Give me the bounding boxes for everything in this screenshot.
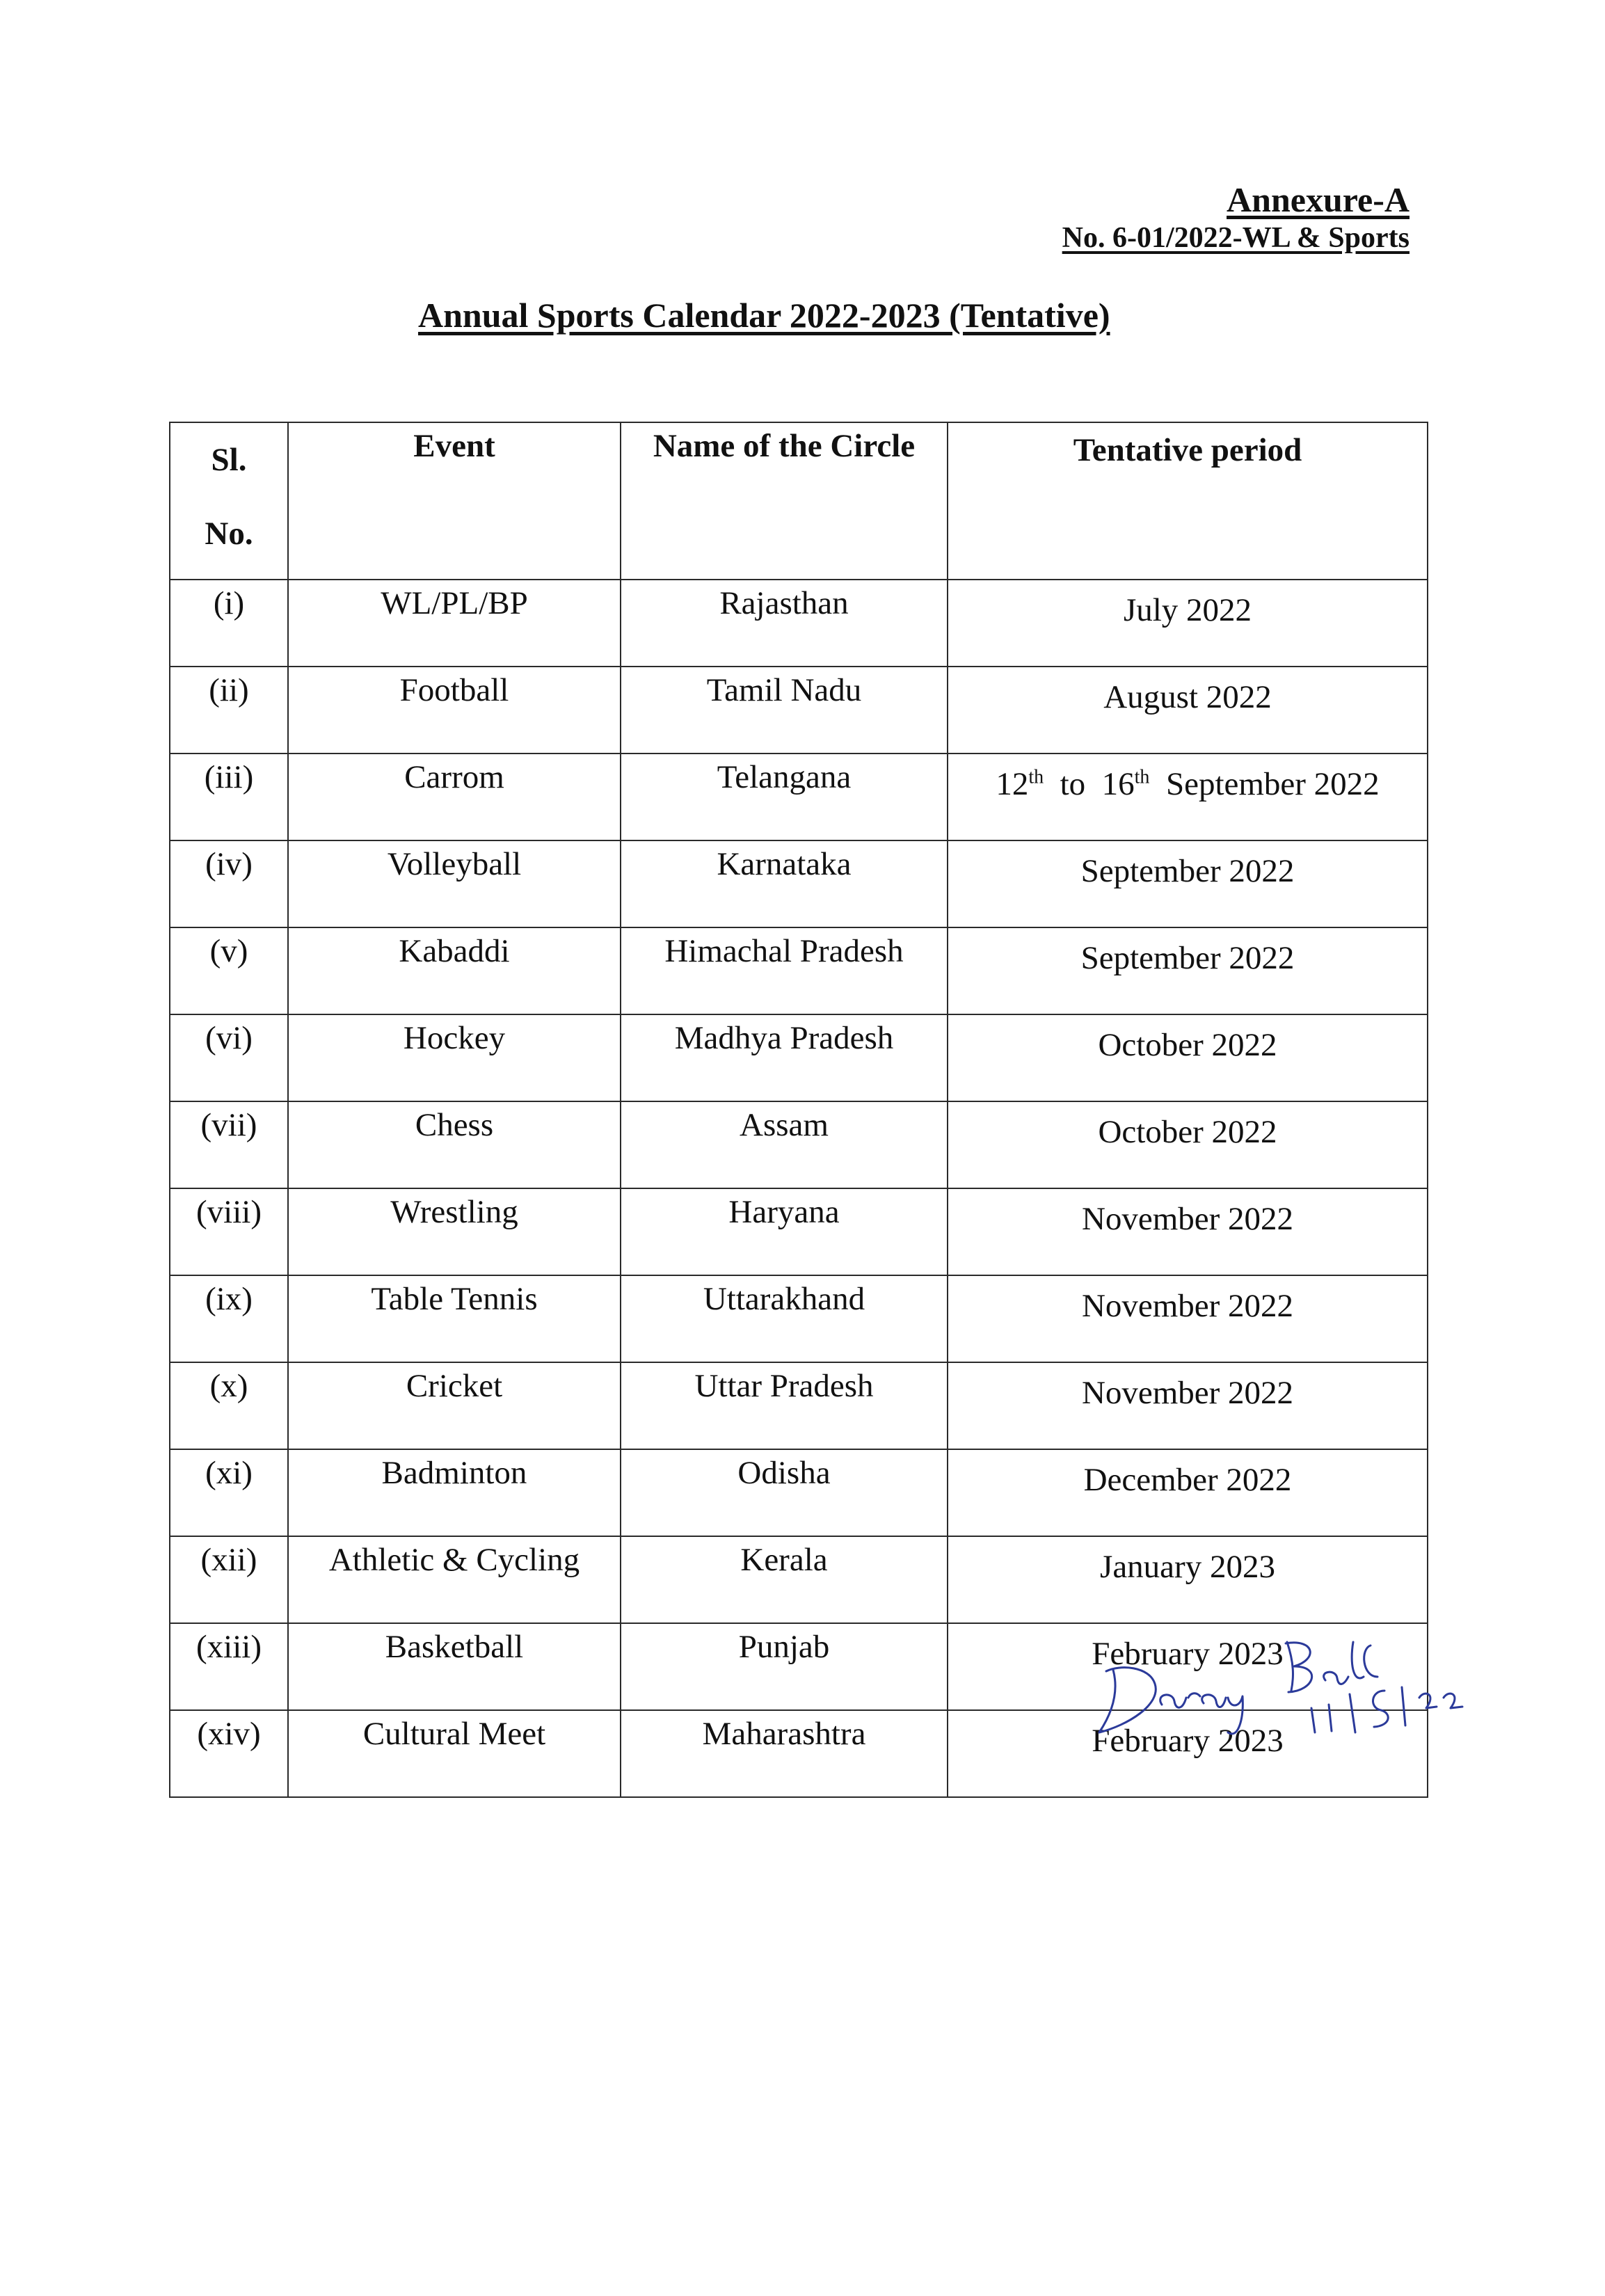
header-sl-line2: No. [205,516,253,552]
row-event: Kabaddi [288,927,621,1014]
period-to-word: to [1060,766,1086,802]
row-sl-no: (x) [170,1362,288,1449]
row-event: Football [288,667,621,754]
row-event: Athletic & Cycling [288,1536,621,1623]
period-rest: September 2022 [1165,766,1380,802]
row-period: October 2022 [948,1101,1428,1188]
table-row [170,1014,1428,1101]
row-period: September 2022 [948,927,1428,1014]
table-row [170,1362,1428,1449]
row-event: WL/PL/BP [288,580,621,667]
period-to: 16 [1101,766,1135,802]
period-from: 12 [996,766,1029,802]
row-circle: Rajasthan [621,580,948,667]
table-row [170,1188,1428,1275]
table-row [170,580,1428,667]
header-sl-no [170,422,288,580]
annexure-label: Annexure-A [1227,180,1410,219]
table-header-row [170,422,1428,580]
row-circle: Telangana [621,754,948,840]
signature-strokes [1099,1642,1462,1734]
sports-calendar-table [169,422,1428,1798]
row-event: Table Tennis [288,1275,621,1362]
table-body [170,580,1428,1797]
row-event: Carrom [288,754,621,840]
row-sl-no: (ix) [170,1275,288,1362]
table-row [170,1449,1428,1536]
row-period: February 2023 [948,1623,1428,1710]
row-sl-no: (v) [170,927,288,1014]
row-period: October 2022 [948,1014,1428,1101]
table-row [170,667,1428,754]
reference-number: No. 6-01/2022-WL & Sports [1062,222,1410,254]
row-circle: Maharashtra [621,1710,948,1797]
row-sl-no: (iii) [170,754,288,840]
row-sl-no: (xii) [170,1536,288,1623]
row-sl-no: (xi) [170,1449,288,1536]
handwritten-signature [1085,1628,1475,1753]
annexure-header [1062,180,1410,256]
table-row [170,1536,1428,1623]
row-circle: Haryana [621,1188,948,1275]
row-sl-no: (iv) [170,840,288,927]
header-event: Event [288,422,621,580]
row-event: Wrestling [288,1188,621,1275]
row-period: September 2022 [948,840,1428,927]
period-from-suffix: th [1028,766,1044,788]
row-event: Chess [288,1101,621,1188]
row-circle: Odisha [621,1449,948,1536]
row-sl-no: (viii) [170,1188,288,1275]
row-period: November 2022 [948,1362,1428,1449]
period-to-suffix: th [1134,766,1150,788]
table-row [170,754,1428,840]
table-row [170,927,1428,1014]
row-sl-no: (ii) [170,667,288,754]
row-circle: Kerala [621,1536,948,1623]
row-sl-no: (xiv) [170,1710,288,1797]
row-period: August 2022 [948,667,1428,754]
row-circle: Himachal Pradesh [621,927,948,1014]
row-sl-no: (i) [170,580,288,667]
row-circle: Uttarakhand [621,1275,948,1362]
header-sl-line1: Sl. [211,442,247,478]
row-sl-no: (vi) [170,1014,288,1101]
row-event: Basketball [288,1623,621,1710]
row-event: Volleyball [288,840,621,927]
row-event: Badminton [288,1449,621,1536]
row-sl-no: (vii) [170,1101,288,1188]
row-period: November 2022 [948,1275,1428,1362]
document-title: Annual Sports Calendar 2022-2023 (Tentative) [418,296,1110,335]
row-circle: Assam [621,1101,948,1188]
row-period: July 2022 [948,580,1428,667]
row-event: Cricket [288,1362,621,1449]
row-period: February 2023 [948,1710,1428,1797]
row-period: January 2023 [948,1536,1428,1623]
row-event: Hockey [288,1014,621,1101]
row-period [948,754,1428,840]
table-row [170,1275,1428,1362]
table-row [170,1101,1428,1188]
row-event: Cultural Meet [288,1710,621,1797]
row-period: November 2022 [948,1188,1428,1275]
row-sl-no: (xiii) [170,1623,288,1710]
header-period: Tentative period [948,422,1428,580]
row-period: December 2022 [948,1449,1428,1536]
row-circle: Madhya Pradesh [621,1014,948,1101]
row-circle: Uttar Pradesh [621,1362,948,1449]
table-row [170,840,1428,927]
row-circle: Karnataka [621,840,948,927]
row-circle: Punjab [621,1623,948,1710]
row-circle: Tamil Nadu [621,667,948,754]
header-circle: Name of the Circle [621,422,948,580]
